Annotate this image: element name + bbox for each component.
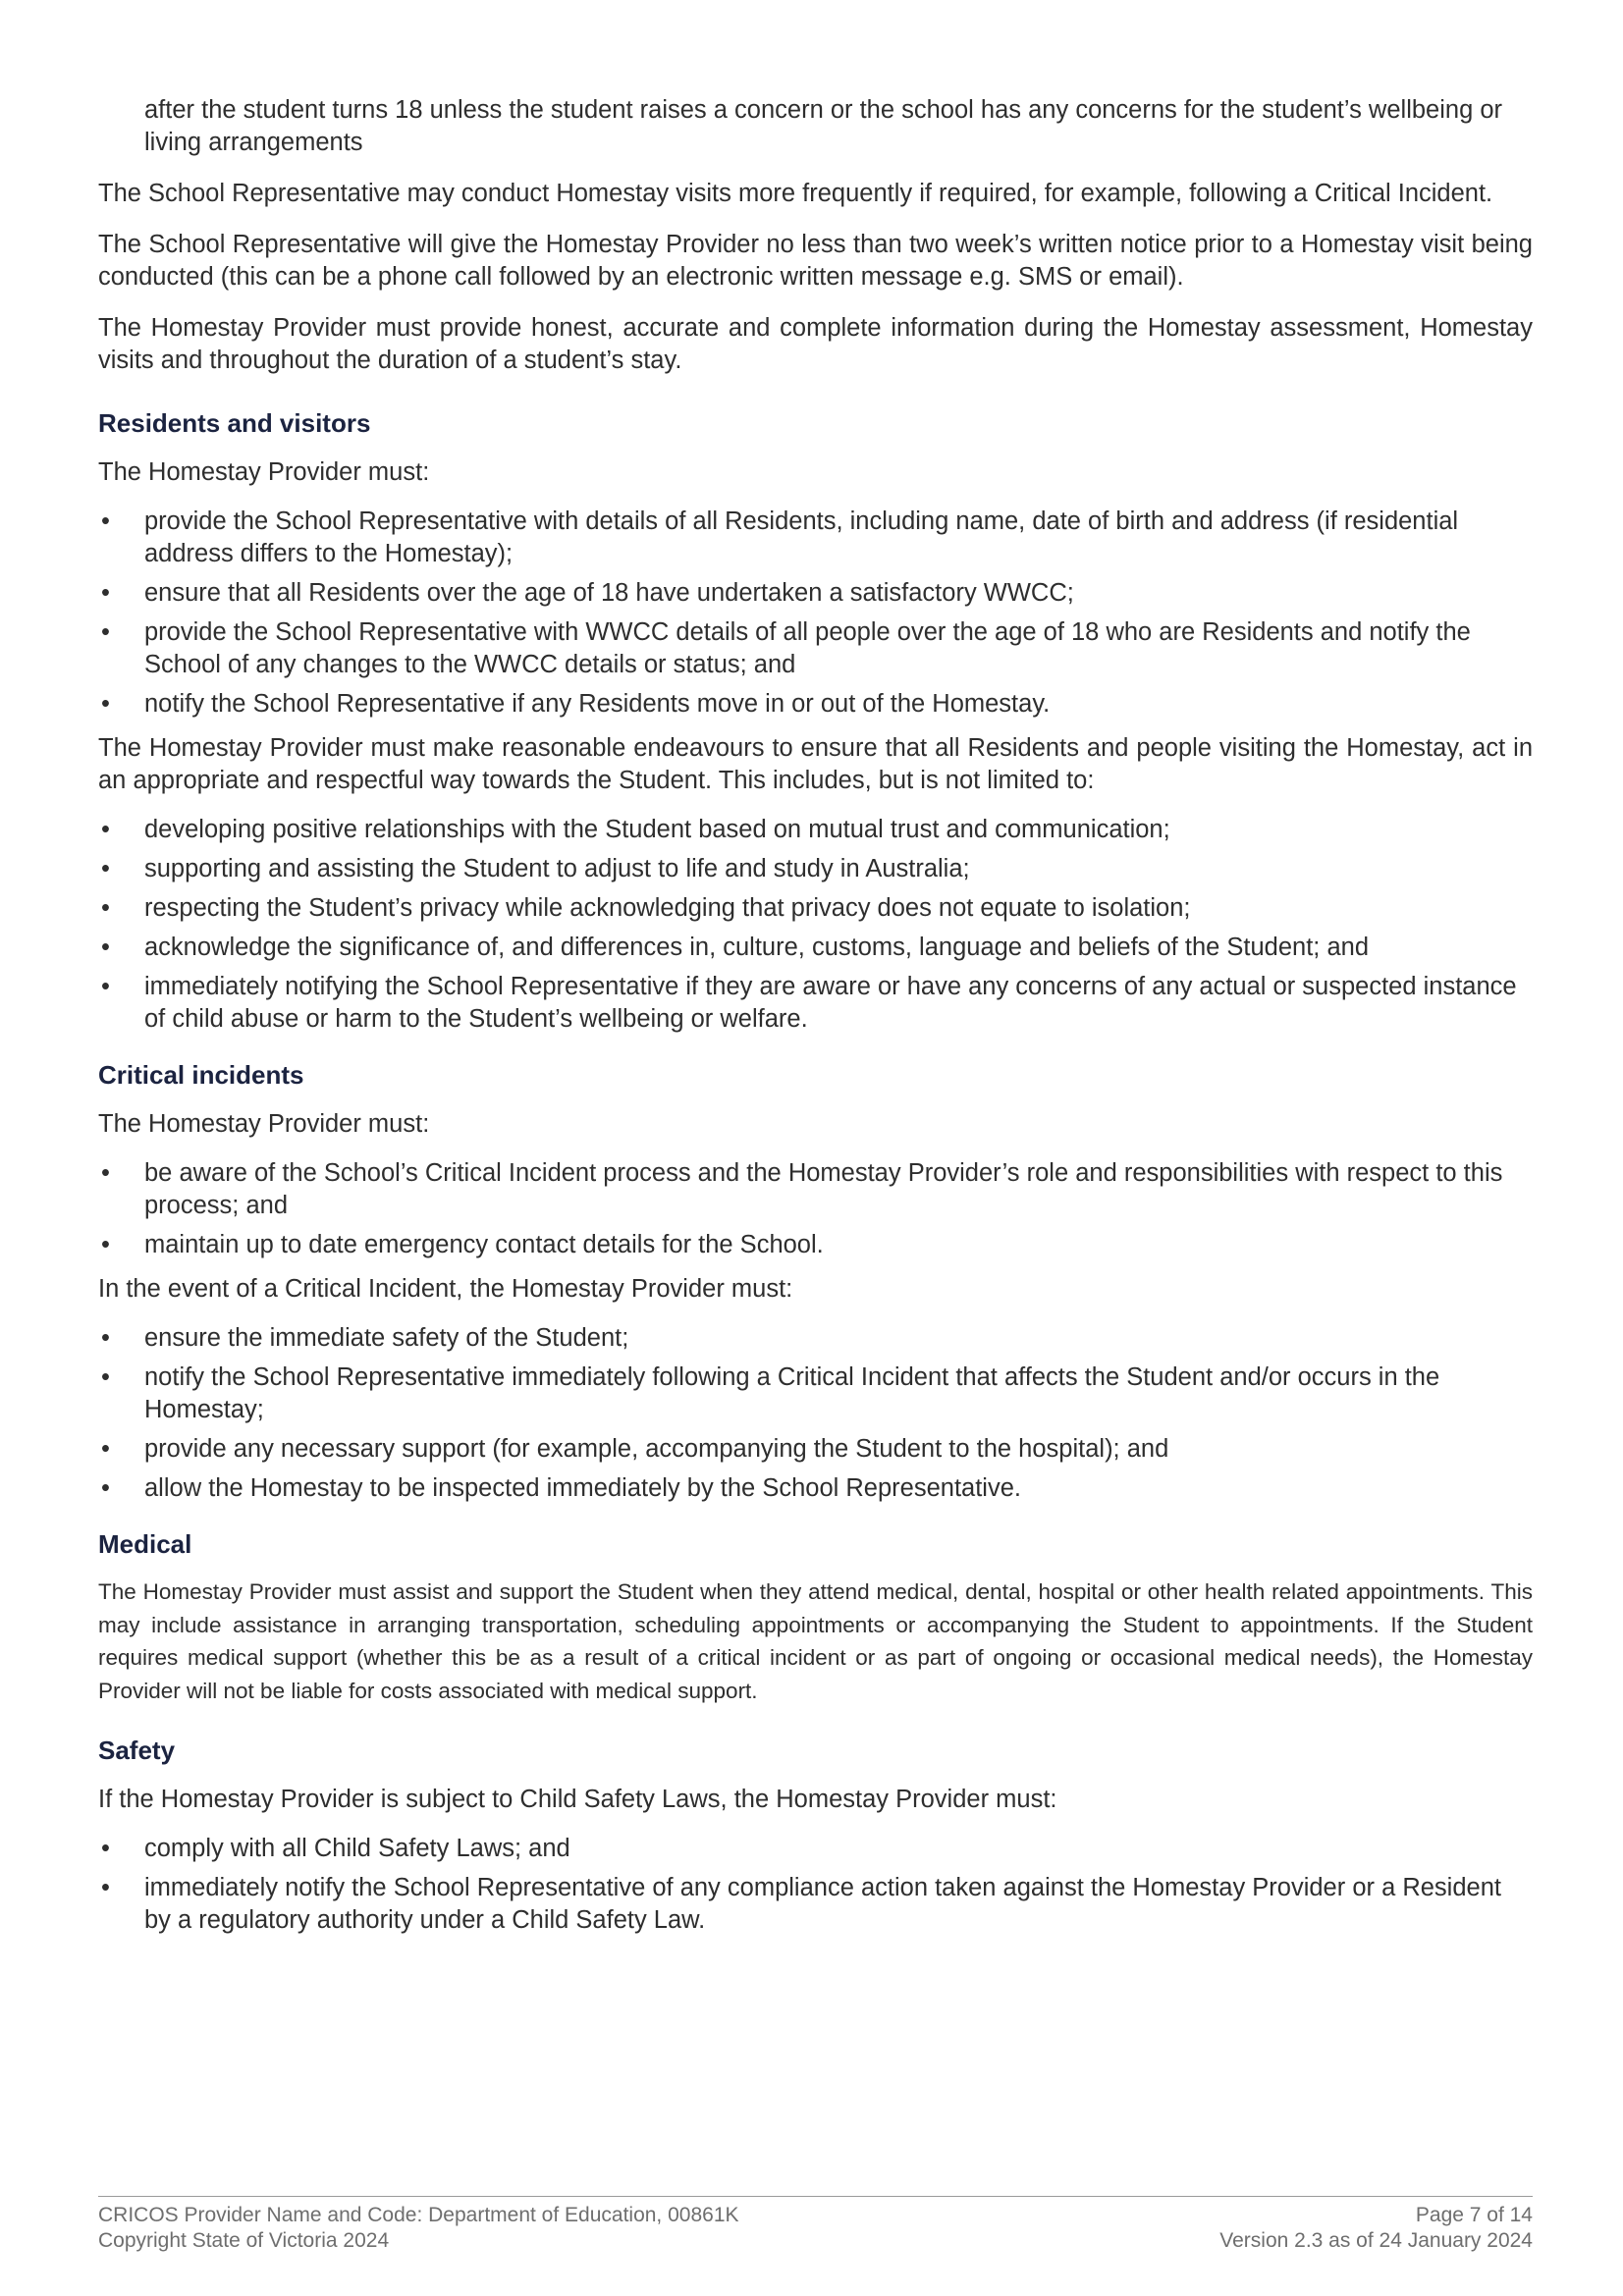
conduct-list <box>98 814 1533 1036</box>
list-item: • immediately notifying the School Representative if they are aware or have any concerns of any actual or suspected instance of child abuse or harm to the Student’s wellbeing or welfare. <box>101 973 1517 1033</box>
list-item: • developing positive relationships with the Student based on mutual trust and communication; <box>98 814 1533 846</box>
bullet-icon: • <box>101 894 110 922</box>
continuation-text: after the student turns 18 unless the student raises a concern or the school has any concerns for the student’s wellbeing or living arrangements <box>144 96 1503 156</box>
residents-lead: The Homestay Provider must: <box>98 458 430 486</box>
footer-page-number: Page 7 of 14 <box>1415 2204 1533 2226</box>
paragraph-honest-information: The Homestay Provider must provide honest, accurate and complete information during the Homestay assessment, Homestay visits and throughout the duration of a student’s stay. <box>98 314 1533 374</box>
footer-divider <box>98 2196 1533 2197</box>
footer-version: Version 2.3 as of 24 January 2024 <box>1219 2229 1533 2252</box>
safety-list <box>98 1833 1533 1937</box>
heading-critical-incidents: Critical incidents <box>98 1060 304 1090</box>
list-item: • immediately notify the School Representative of any compliance action taken against the Homestay Provider or a Resident by a regulatory authority under a Child Safety Law. <box>101 1874 1501 1934</box>
critical-lead: The Homestay Provider must: <box>98 1110 430 1138</box>
footer-provider: CRICOS Provider Name and Code: Department of Education, 00861K <box>98 2204 739 2226</box>
list-item: • provide any necessary support (for example, accompanying the Student to the hospital); and <box>98 1433 1533 1466</box>
critical-list <box>98 1157 1533 1261</box>
bullet-icon: • <box>101 1435 110 1463</box>
list-item: • maintain up to date emergency contact details for the School. <box>98 1229 1533 1261</box>
bullet-icon: • <box>101 855 110 882</box>
critical-event-list <box>98 1322 1533 1505</box>
bullet-icon: • <box>101 1874 110 1901</box>
list-item: • acknowledge the significance of, and differences in, culture, customs, language and beliefs of the Student; and <box>98 932 1533 964</box>
critical-lead-2: In the event of a Critical Incident, the Homestay Provider must: <box>98 1275 793 1303</box>
bullet-icon: • <box>101 690 110 718</box>
list-item: • ensure the immediate safety of the Student; <box>98 1322 1533 1355</box>
list-item: • provide the School Representative with details of all Residents, including name, date of birth and address (if residential address differs to the Homestay); <box>101 507 1459 567</box>
bullet-icon: • <box>101 1324 110 1352</box>
bullet-icon: • <box>101 973 110 1000</box>
heading-safety: Safety <box>98 1735 176 1765</box>
bullet-icon: • <box>101 1363 110 1391</box>
list-item: • supporting and assisting the Student to adjust to life and study in Australia; <box>98 853 1533 885</box>
list-item: • notify the School Representative if any Residents move in or out of the Homestay. <box>98 688 1533 721</box>
list-item: • ensure that all Residents over the age of 18 have undertaken a satisfactory WWCC; <box>98 577 1533 610</box>
list-item: • comply with all Child Safety Laws; and <box>98 1833 1533 1865</box>
heading-residents-visitors: Residents and visitors <box>98 408 371 438</box>
heading-medical: Medical <box>98 1529 192 1559</box>
safety-lead: If the Homestay Provider is subject to Child Safety Laws, the Homestay Provider must: <box>98 1786 1057 1813</box>
list-item: • notify the School Representative immediately following a Critical Incident that affects the Student and/or occurs in the Homestay; <box>101 1363 1440 1423</box>
list-item: • provide the School Representative with WWCC details of all people over the age of 18 who are Residents and notify the School of any changes to the WWCC details or status; and <box>101 618 1471 678</box>
footer-right <box>1219 2203 1533 2254</box>
bullet-icon: • <box>101 1159 110 1187</box>
bullet-icon: • <box>101 816 110 843</box>
paragraph-medical: The Homestay Provider must assist and support the Student when they attend medical, dental, hospital or other health related appointments. This may include assistance in arranging transportation, scheduling appointments or accompanying the Student to appointments. If the Student requires medical support (whether this be as a result of a critical incident or as part of ongoing or occasional medical needs), the Homestay Provider will not be liable for costs associated with medical support. <box>98 1579 1533 1703</box>
document-page <box>98 94 1533 1944</box>
bullet-icon: • <box>101 507 110 535</box>
list-item: • respecting the Student’s privacy while acknowledging that privacy does not equate to isolation; <box>98 892 1533 925</box>
list-item: • be aware of the School’s Critical Incident process and the Homestay Provider’s role and responsibilities with respect to this process; and <box>101 1159 1503 1219</box>
paragraph-reasonable-endeavours: The Homestay Provider must make reasonable endeavours to ensure that all Residents and people visiting the Homestay, act in an appropriate and respectful way towards the Student. This includes, but is not limited to: <box>98 734 1533 794</box>
bullet-icon: • <box>101 1231 110 1258</box>
paragraph-written-notice: The School Representative will give the Homestay Provider no less than two week’s written notice prior to a Homestay visit being conducted (this can be a phone call followed by an electronic written message e.g. SMS or email). <box>98 231 1533 291</box>
residents-list <box>98 506 1533 721</box>
bullet-icon: • <box>101 934 110 961</box>
list-item: • allow the Homestay to be inspected immediately by the School Representative. <box>98 1472 1533 1505</box>
bullet-icon: • <box>101 579 110 607</box>
bullet-icon: • <box>101 1835 110 1862</box>
bullet-icon: • <box>101 1474 110 1502</box>
footer-left <box>98 2203 739 2254</box>
bullet-icon: • <box>101 618 110 646</box>
footer-copyright: Copyright State of Victoria 2024 <box>98 2229 390 2252</box>
paragraph-visits-frequency: The School Representative may conduct Homestay visits more frequently if required, for example, following a Critical Incident. <box>98 180 1493 207</box>
